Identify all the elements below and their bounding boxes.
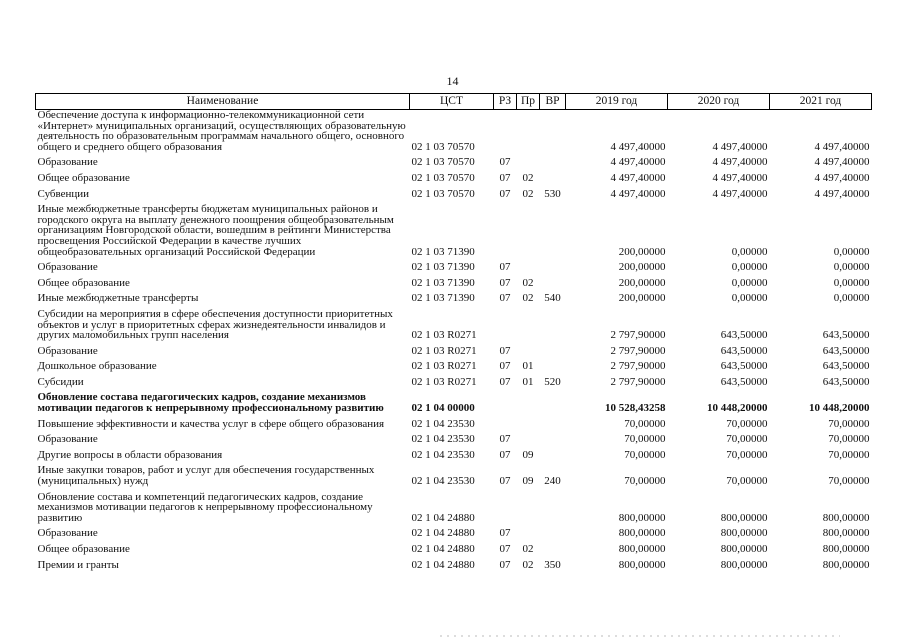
row-amount-2019: 200,00000 [618,261,666,274]
table-row [36,157,872,173]
row-name: Обновление состава и компетенций педагогических кадров, создание механизмов мотивации педагогов к непрерывному профессиональному развитию [37,490,373,524]
row-vr-code [540,173,566,189]
row-amount-2021: 4 497,40000 [814,187,870,200]
row-vr-code [540,309,566,346]
row-rz-code: 07 [499,448,511,461]
row-vr-code [540,157,566,173]
row-cst-code: 02 1 03 71390 [411,292,475,305]
row-rz-code: 07 [499,360,511,373]
row-vr-code [540,110,566,158]
row-pr-code: 09 [522,448,534,461]
row-amount-2019: 200,00000 [618,245,666,258]
row-amount-2021: 643,50000 [822,375,870,388]
row-amount-2021: 70,00000 [828,475,870,488]
row-amount-2021: 800,00000 [822,558,870,571]
table-row [36,361,872,377]
row-pr-code: 09 [522,475,534,488]
table-row [36,377,872,393]
row-amount-2020: 4 497,40000 [712,156,768,169]
row-pr-code [517,419,540,435]
table-row [36,293,872,309]
row-amount-2020: 0,00000 [731,245,768,258]
table-row [36,492,872,529]
row-amount-2020: 800,00000 [720,511,768,524]
table-row [36,346,872,362]
row-rz-code [494,110,517,158]
row-pr-code [517,492,540,529]
table-row [36,450,872,466]
row-amount-2020: 643,50000 [720,360,768,373]
row-amount-2019: 70,00000 [624,475,666,488]
row-cst-code: 02 1 03 70570 [411,187,475,200]
row-pr-code: 01 [522,375,534,388]
row-vr-code [540,204,566,262]
row-rz-code [494,392,517,418]
row-rz-code: 07 [499,433,511,446]
row-vr-code [540,278,566,294]
table-row [36,309,872,346]
row-amount-2019: 800,00000 [618,527,666,540]
row-amount-2021: 0,00000 [833,292,870,305]
row-cst-code: 02 1 04 24880 [411,543,475,555]
row-amount-2021: 4 497,40000 [814,156,870,169]
row-rz-code: 07 [499,527,511,540]
row-amount-2021: 800,00000 [822,543,870,555]
row-amount-2019: 4 497,40000 [610,171,666,184]
row-name: Общее образование [37,171,130,184]
table-row [36,204,872,262]
row-cst-code: 02 1 03 71390 [411,276,475,289]
row-amount-2021: 0,00000 [833,245,870,258]
row-cst-code: 02 1 04 24880 [411,511,475,524]
row-pr-code [517,309,540,346]
table-row [36,173,872,189]
row-pr-code: 02 [522,292,534,305]
row-rz-code: 07 [499,292,511,305]
row-pr-code: 02 [522,171,534,184]
row-cst-code: 02 1 04 23530 [411,417,475,430]
row-pr-code [517,204,540,262]
row-cst-code: 02 1 04 24880 [411,558,475,571]
row-rz-code: 07 [499,543,511,555]
header-year-2021: 2021 год [770,94,872,110]
row-amount-2020: 70,00000 [726,475,768,488]
row-cst-code: 02 1 04 23530 [411,475,475,488]
row-amount-2021: 4 497,40000 [814,140,870,153]
row-amount-2020: 10 448,20000 [707,402,768,415]
row-pr-code: 02 [522,276,534,289]
row-amount-2020: 643,50000 [720,329,768,342]
row-amount-2020: 70,00000 [726,433,768,446]
row-name: Образование [37,344,98,357]
row-rz-code [494,492,517,529]
header-name: Наименование [36,94,410,110]
row-name: Иные закупки товаров, работ и услуг для обеспечения государственных (муниципальных) нужд [37,464,375,488]
row-vr-code: 540 [544,292,561,305]
row-cst-code: 02 1 03 R0271 [411,360,477,373]
header-rz: РЗ [494,94,517,110]
row-amount-2019: 10 528,43258 [605,402,666,415]
row-cst-code: 02 1 03 R0271 [411,329,477,342]
row-amount-2020: 0,00000 [731,276,768,289]
row-amount-2019: 4 497,40000 [610,187,666,200]
row-amount-2020: 0,00000 [731,261,768,274]
row-amount-2019: 800,00000 [618,511,666,524]
table-row [36,434,872,450]
row-vr-code [540,544,566,560]
row-amount-2019: 2 797,90000 [610,375,666,388]
row-amount-2020: 800,00000 [720,558,768,571]
row-name: Иные межбюджетные трансферты бюджетам муниципальных районов и городского округа на выплату денежного поощрения общеобразовательным организациям Новгородской области, вошедшим в рейтинги Министерства просвещения Российской Федерации в качестве лучших общеобразовательных организаций Российской Федерации [37,203,394,258]
row-amount-2021: 4 497,40000 [814,171,870,184]
row-amount-2021: 10 448,20000 [809,402,870,415]
row-amount-2019: 70,00000 [624,433,666,446]
row-vr-code [540,492,566,529]
row-name: Образование [37,261,98,274]
row-pr-code: 02 [522,558,534,571]
row-pr-code [517,262,540,278]
row-name: Повышение эффективности и качества услуг в сфере общего образования [37,417,385,430]
row-rz-code [494,419,517,435]
row-name: Образование [37,156,98,169]
header-vr: ВР [540,94,566,110]
row-name: Премии и гранты [37,558,119,571]
row-rz-code: 07 [499,261,511,274]
row-vr-code: 520 [544,375,561,388]
row-pr-code [517,157,540,173]
row-vr-code [540,528,566,544]
header-row [36,94,872,110]
header-pr: Пр [517,94,540,110]
table-row [36,560,872,576]
header-year-2019: 2019 год [566,94,668,110]
row-amount-2020: 4 497,40000 [712,187,768,200]
row-amount-2019: 4 497,40000 [610,140,666,153]
table-row [36,544,872,560]
row-cst-code: 02 1 03 70570 [411,171,475,184]
row-vr-code [540,392,566,418]
row-name: Субсидии [37,375,84,388]
row-rz-code: 07 [499,187,511,200]
row-vr-code [540,361,566,377]
row-rz-code: 07 [499,344,511,357]
row-amount-2019: 2 797,90000 [610,360,666,373]
table-row [36,110,872,158]
row-name: Другие вопросы в области образования [37,448,223,461]
row-pr-code [517,434,540,450]
row-amount-2021: 70,00000 [828,433,870,446]
row-rz-code: 07 [499,558,511,571]
row-name: Иные межбюджетные трансферты [37,292,199,305]
row-cst-code: 02 1 03 R0271 [411,344,477,357]
row-amount-2019: 200,00000 [618,292,666,305]
row-rz-code: 07 [499,375,511,388]
row-pr-code [517,528,540,544]
row-name: Образование [37,527,98,540]
row-amount-2020: 70,00000 [726,417,768,430]
row-pr-code: 02 [522,543,534,555]
row-amount-2020: 800,00000 [720,527,768,540]
row-cst-code: 02 1 04 24880 [411,527,475,540]
row-amount-2019: 70,00000 [624,448,666,461]
row-amount-2021: 643,50000 [822,360,870,373]
budget-table [35,93,872,575]
page-number: 14 [446,74,459,88]
row-amount-2019: 800,00000 [618,543,666,555]
row-cst-code: 02 1 04 00000 [411,402,475,415]
row-rz-code: 07 [499,171,511,184]
row-vr-code [540,434,566,450]
row-name: Дошкольное образование [37,360,157,373]
row-cst-code: 02 1 03 70570 [411,156,475,169]
table-body [36,110,872,576]
row-amount-2019: 2 797,90000 [610,329,666,342]
row-amount-2020: 0,00000 [731,292,768,305]
row-amount-2019: 200,00000 [618,276,666,289]
row-pr-code [517,346,540,362]
row-amount-2020: 70,00000 [726,448,768,461]
row-vr-code [540,450,566,466]
row-rz-code: 07 [499,156,511,169]
row-name: Общее образование [37,276,130,289]
row-amount-2021: 0,00000 [833,261,870,274]
row-rz-code: 07 [499,475,511,488]
row-rz-code [494,204,517,262]
row-pr-code: 02 [522,187,534,200]
table-row [36,528,872,544]
row-cst-code: 02 1 03 R0271 [411,375,477,388]
row-vr-code [540,346,566,362]
row-name: Образование [37,433,98,446]
row-amount-2020: 4 497,40000 [712,171,768,184]
header-cst: ЦСТ [410,94,494,110]
table-row [36,465,872,491]
row-amount-2019: 800,00000 [618,558,666,571]
row-name: Субвенции [37,187,90,200]
row-cst-code: 02 1 03 71390 [411,261,475,274]
row-vr-code: 240 [544,475,561,488]
row-name: Субсидии на мероприятия в сфере обеспечения доступности приоритетных объектов и услуг в приоритетных сферах жизнедеятельности инвалидов и других маломобильных групп населения [37,307,393,342]
row-name: Общее образование [37,543,130,555]
header-year-2020: 2020 год [668,94,770,110]
row-amount-2020: 4 497,40000 [712,140,768,153]
row-rz-code: 07 [499,276,511,289]
row-amount-2020: 643,50000 [720,375,768,388]
table-row [36,262,872,278]
row-amount-2021: 800,00000 [822,527,870,540]
row-rz-code [494,309,517,346]
row-amount-2021: 643,50000 [822,329,870,342]
row-pr-code: 01 [522,360,534,373]
row-name: Обеспечение доступа к информационно-телекоммуникационной сети «Интернет» муниципальных организаций, осуществляющих образовательную деятельность по образовательным программам начального общего, основного общего и среднего общего образования [37,109,406,153]
row-cst-code: 02 1 04 23530 [411,448,475,461]
row-vr-code [540,419,566,435]
row-amount-2021: 70,00000 [828,448,870,461]
table-row [36,278,872,294]
row-cst-code: 02 1 03 70570 [411,140,475,153]
row-amount-2021: 70,00000 [828,417,870,430]
row-amount-2019: 4 497,40000 [610,156,666,169]
row-amount-2019: 2 797,90000 [610,344,666,357]
scan-artifact [440,635,840,637]
table-row [36,392,872,418]
table-header [36,94,872,110]
table-row [36,189,872,205]
row-vr-code: 350 [544,558,561,571]
row-amount-2020: 643,50000 [720,344,768,357]
row-amount-2020: 800,00000 [720,543,768,555]
row-amount-2021: 643,50000 [822,344,870,357]
row-amount-2021: 0,00000 [833,276,870,289]
row-cst-code: 02 1 03 71390 [411,245,475,258]
row-vr-code [540,262,566,278]
table-row [36,419,872,435]
row-name: Обновление состава педагогических кадров, создание механизмов мотивации педагогов к непрерывному профессиональному развитию [37,391,384,415]
row-amount-2021: 800,00000 [822,511,870,524]
row-pr-code [517,110,540,158]
row-pr-code [517,392,540,418]
row-amount-2019: 70,00000 [624,417,666,430]
row-vr-code: 530 [544,187,561,200]
row-cst-code: 02 1 04 23530 [411,433,475,446]
